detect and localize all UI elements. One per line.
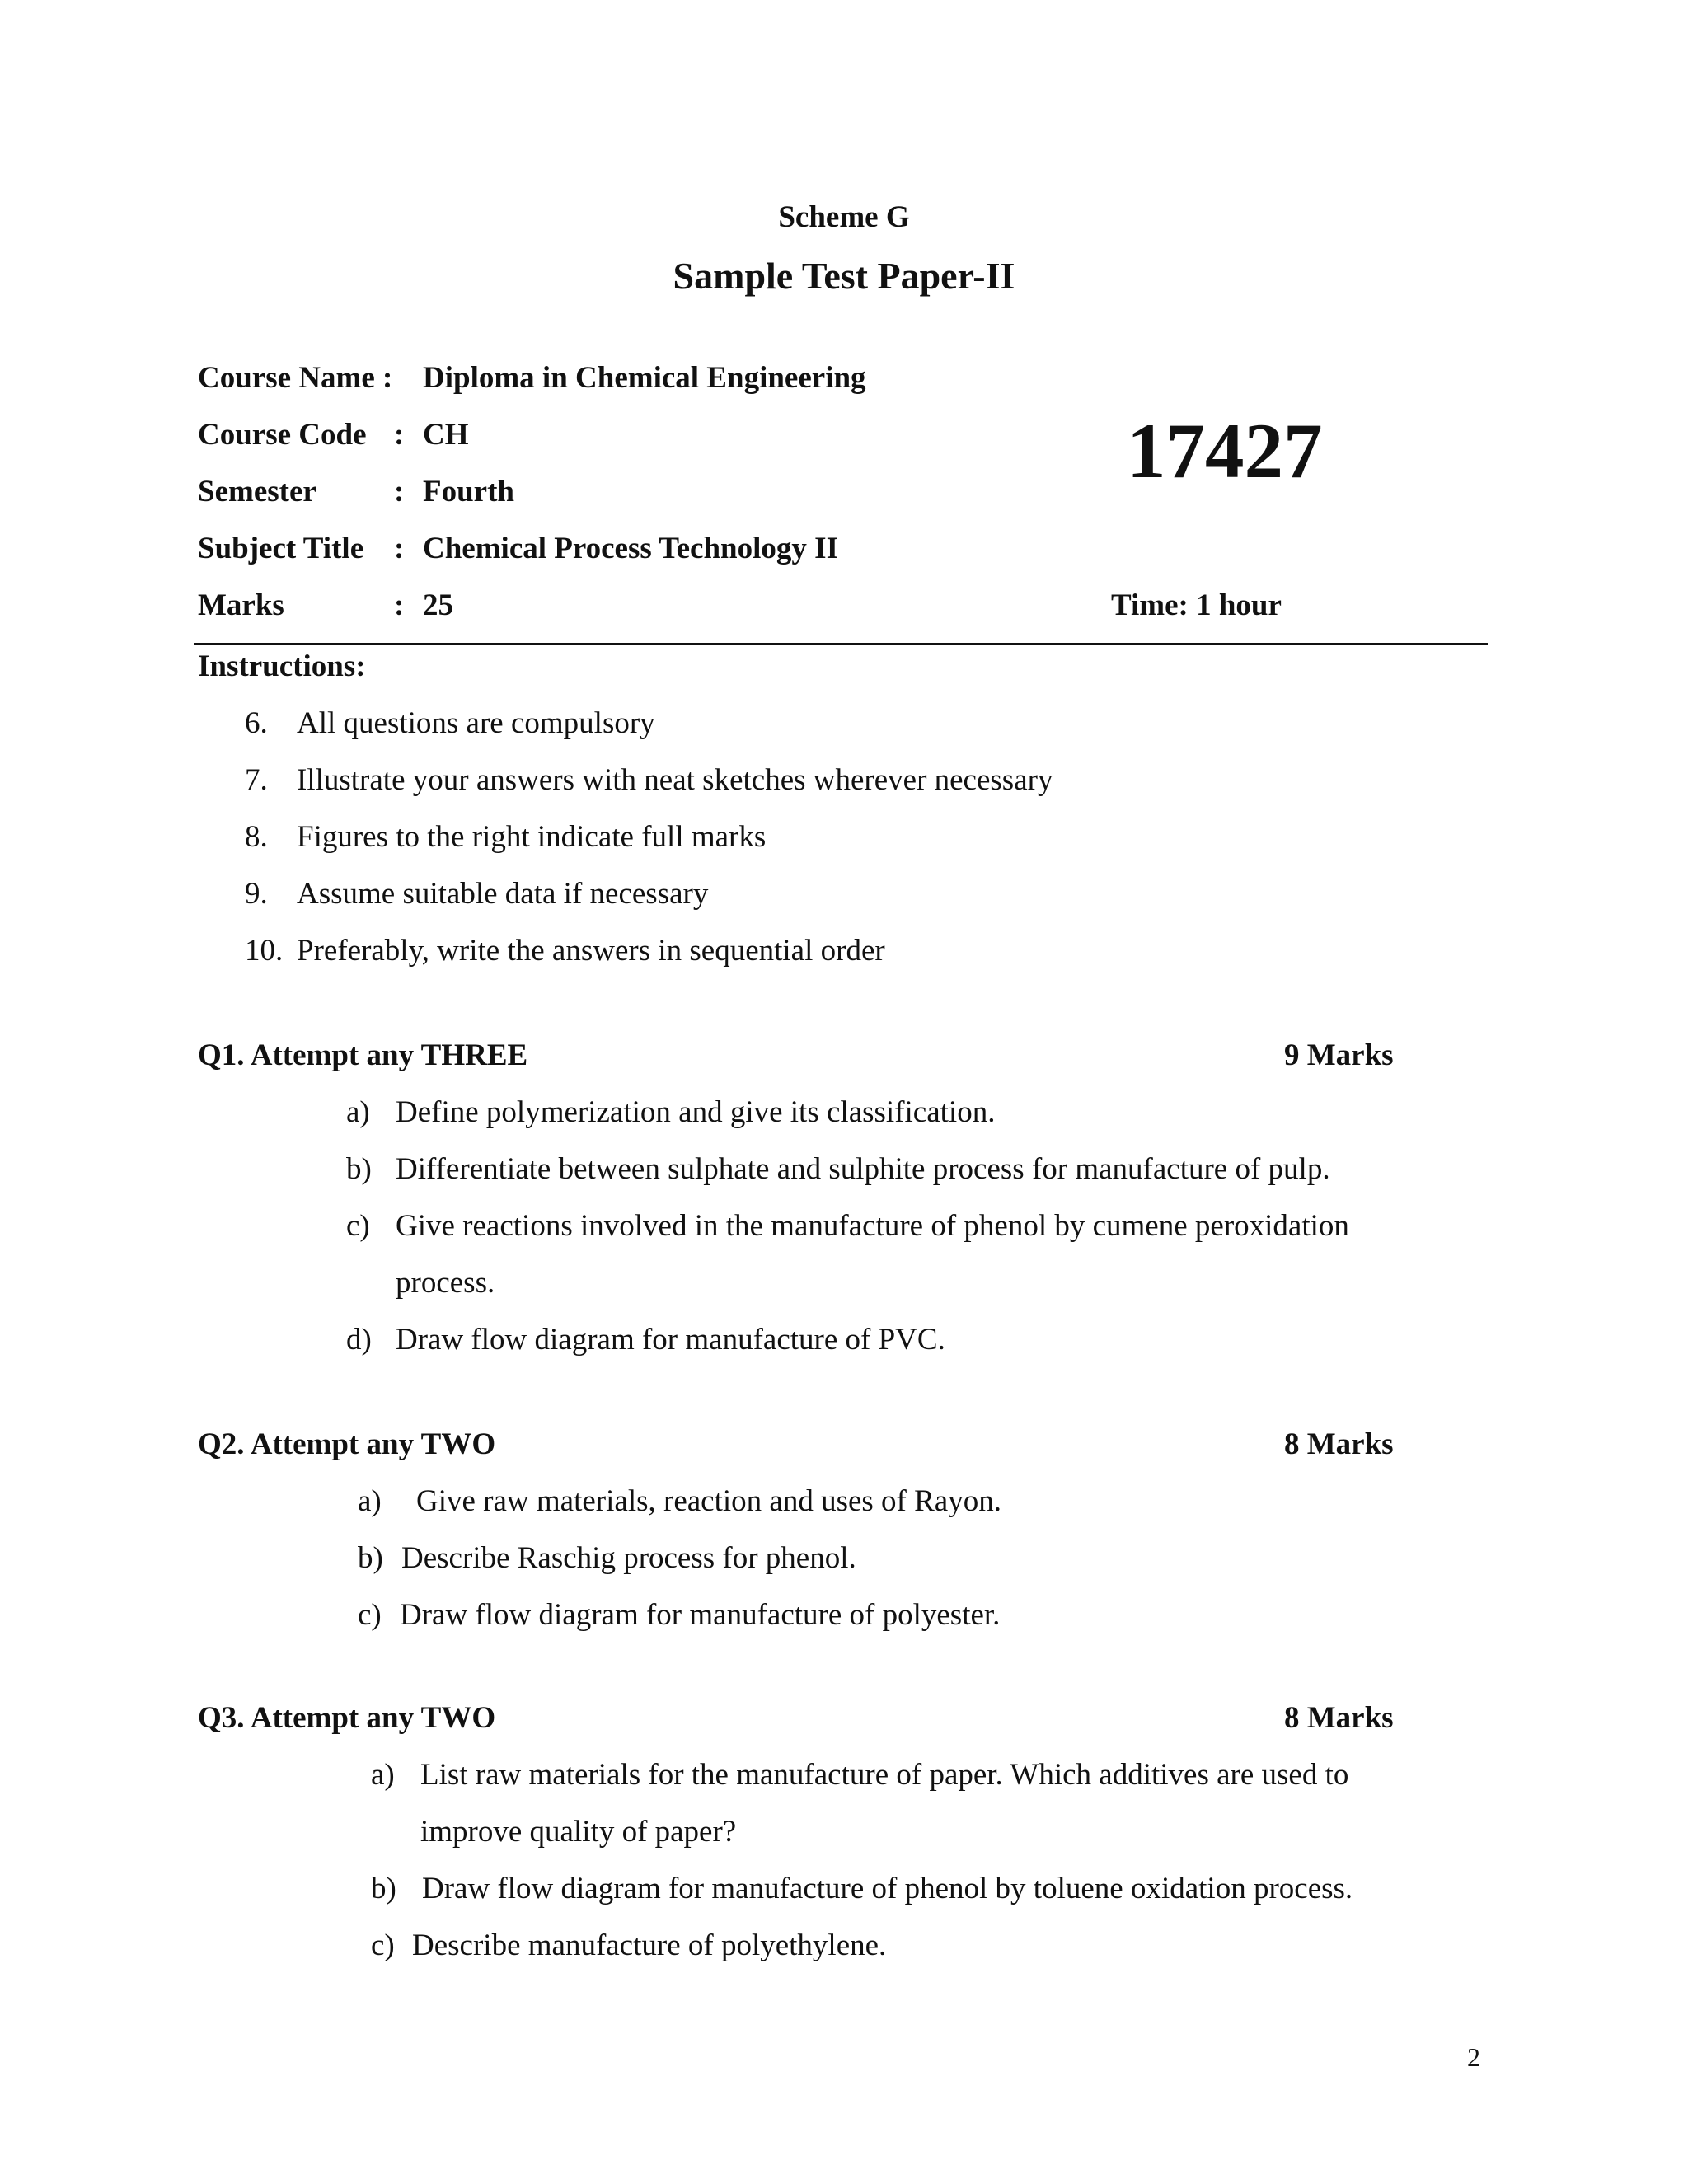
item-text: Draw flow diagram for manufacture of phenol by toluene oxidation process. — [422, 1872, 1353, 1905]
paper-code: 17427 — [1127, 407, 1323, 494]
instruction-text: Figures to the right indicate full marks — [297, 820, 767, 854]
item-text: Draw flow diagram for manufacture of PVC. — [396, 1323, 945, 1357]
item-label: d) — [346, 1323, 372, 1357]
instruction-number: 7. — [245, 763, 268, 797]
marks-value: 25 — [423, 588, 453, 622]
course-name-value: Diploma in Chemical Engineering — [423, 361, 866, 395]
instruction-text: Preferably, write the answers in sequential order — [297, 934, 885, 968]
course-name-label: Course Name : — [198, 361, 393, 395]
instruction-text: Assume suitable data if necessary — [297, 877, 709, 911]
item-text: Describe manufacture of polyethylene. — [412, 1929, 887, 1962]
item-label: a) — [346, 1095, 370, 1129]
page-title: Sample Test Paper-II — [673, 255, 1015, 297]
question-title: Q2. Attempt any TWO — [198, 1427, 496, 1461]
item-label: a) — [371, 1758, 395, 1792]
instruction-number: 10. — [245, 934, 284, 968]
item-label: c) — [346, 1209, 370, 1243]
instruction-number: 8. — [245, 820, 268, 854]
course-code-value: CH — [423, 418, 469, 452]
item-label: b) — [358, 1541, 383, 1575]
page-number: 2 — [1467, 2042, 1480, 2072]
item-label: b) — [346, 1152, 372, 1186]
question-marks: 9 Marks — [1284, 1038, 1394, 1072]
item-text-continued: process. — [396, 1266, 495, 1300]
separator: : — [394, 588, 405, 622]
item-text: Describe Raschig process for phenol. — [401, 1541, 856, 1575]
item-text: Define polymerization and give its classification. — [396, 1095, 996, 1129]
time-allowed: Time: 1 hour — [1111, 588, 1282, 622]
instruction-text: All questions are compulsory — [297, 706, 655, 740]
subject-title-label: Subject Title — [198, 532, 364, 565]
item-text: List raw materials for the manufacture of paper. Which additives are used to — [420, 1758, 1349, 1792]
scheme-label: Scheme G — [778, 200, 910, 234]
question-title: Q1. Attempt any THREE — [198, 1038, 528, 1072]
question-marks: 8 Marks — [1284, 1427, 1394, 1461]
separator: : — [394, 532, 405, 565]
divider — [194, 643, 1488, 645]
item-label: c) — [371, 1929, 395, 1962]
semester-label: Semester — [198, 475, 316, 509]
item-label: c) — [358, 1598, 382, 1632]
subject-title-value: Chemical Process Technology II — [423, 532, 838, 565]
separator: : — [394, 418, 405, 452]
item-text: Give raw materials, reaction and uses of Rayon. — [416, 1484, 1001, 1518]
instruction-number: 6. — [245, 706, 268, 740]
item-text: Draw flow diagram for manufacture of polyester. — [400, 1598, 1001, 1632]
instructions-heading: Instructions: — [198, 649, 366, 683]
instruction-number: 9. — [245, 877, 268, 911]
question-title: Q3. Attempt any TWO — [198, 1701, 496, 1735]
item-text: Give reactions involved in the manufacture of phenol by cumene peroxidation — [396, 1209, 1349, 1243]
course-code-label: Course Code — [198, 418, 367, 452]
item-label: a) — [358, 1484, 382, 1518]
item-text-continued: improve quality of paper? — [420, 1815, 737, 1849]
semester-value: Fourth — [423, 475, 514, 509]
instruction-text: Illustrate your answers with neat sketches wherever necessary — [297, 763, 1053, 797]
marks-label: Marks — [198, 588, 284, 622]
question-marks: 8 Marks — [1284, 1701, 1394, 1735]
item-text: Differentiate between sulphate and sulphite process for manufacture of pulp. — [396, 1152, 1330, 1186]
separator: : — [394, 475, 405, 509]
item-label: b) — [371, 1872, 396, 1905]
